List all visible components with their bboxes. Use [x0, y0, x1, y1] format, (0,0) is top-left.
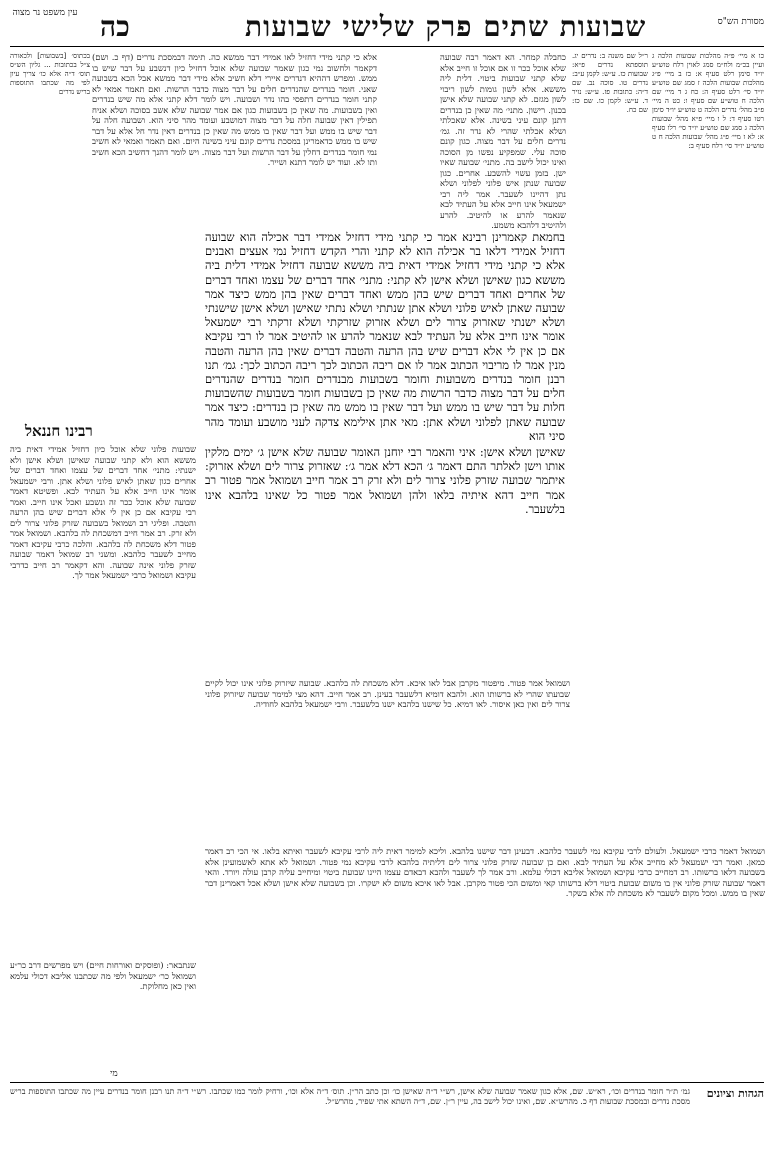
footer-label: הגהות וציונים — [706, 1087, 764, 1100]
tosafot-commentary: אלא כי קתני מידי דחזיל לאו אמידי דבר ממשא כה. תימה דבמסכת נדרים (דף כ. ושם) דקאמר ולחשוב נמי כגון שאמר שבועה שלא אוכל דחזיל כיון דנשבע על דבר שיש בו ממש. ומפרש דההיא דנדרים איירי דלא חשיב אלא מידי דבר ממשא אבל הכא בשבועה שאני. חומר בנדרים שהנדרים חלים על דבר מצוה כדבר הרשות. ואם תאמר אמאי לא קתני חומר בנדרים דתפסי בהו נדר ושבועה. ויש לומר דלא קתני אלא מה שיש בנדרים ואין בשבועות. מה שאין כן בשבועות כגון אם אמר שבועה שלא אשב בסוכה ושלא אניח תפילין דאין שבועה חלה על דבר מצוה דמושבע ועומד מהר סיני הוא. ושבועה חלה על דבר שיש בו ממש ועל דבר שאין בו ממש מה שאין כן בנדרים דאין נדר חל אלא על דבר שיש בו ממש כדאמרינן במסכת נדרים קונם עיני בשינה היום. ואם תאמר ואמאי לא חשיב נמי חומר בנדרים דחלין על דבר הרשות ועל דבר מצוה. ויש לומר דהנך דחשיב הכא חשיב ותו לא. ועוד יש לומר דתנא ושייר. — [92, 52, 377, 167]
gemara-text — [205, 230, 565, 675]
ein-mishpat-label: עין משפט נר מצוה — [12, 8, 78, 18]
page-header — [10, 6, 764, 46]
footer-rule — [10, 1082, 764, 1083]
chananel-continuation: שנתבאר: (ופוסקים ואורחות חיים) ויש מפרשים דרב כר״ע ושמואל כר׳ ישמעאל ולפי מה שכתבנו אליבא דכולי עלמא ואין כאן מחלוקת. — [10, 960, 196, 991]
rabbeinu-chananel-title: רבינו חננאל — [25, 422, 93, 440]
rashi-commentary: כחבלה קמחר. הא דאמר רבה שבועה שלא אוכל ככר זו אם אוכל זו חייב אלא שלא קתני שבועות ביטוי. דלית ליה מששא. אלא לשון גומות לשון ריבוי לשון מגזם. לא קתני שבועה שלא אישן בכנון. רישון. מתני׳ מה שאין כן בנדרים דתנן קונם עיני בשינה. אלא שאכלתי ושלא אכלתי שהרי לא נדר זה. גמ׳ נדרים חלים על דבר מצוה. כגון קונם סוכה עלי. שמפקיע נפשו מן הסוכה ואינו יכול לישב בה. מתני׳ שבועה שאיו ישן. בזמן עשוי להשבע. אחרים. כגון שבועה שנתן איש פלוני לפלוני ושלא נתן דהיינו לשעבר. אמר ליה רבי ישמעאל אינו חייב אלא על העתיד לבא שנאמר להרע או להיטיב. להרע ולהיטיב דלהבא משמע. — [440, 52, 566, 230]
gemara-paragraph-2: שאישן ושלא אישן: איני והאמר רבי יוחנן האומר שבועה שלא אישן ג׳ ימים מלקין אותו וישן לאלתר התם דאמר ג׳ הכא דלא אמר ג׳: שאזרוק צרור לים ושלא אזרוק: איתמר שבועה שזרק פלוני צרור לים ולא זרק רב אמר חייב ושמואל אמר פטור רב אמר חייב דהא איתיה בלאו ולהן ושמואל אמר פטור כל שאינו בלהבא אינו בלשעבר. — [205, 445, 565, 516]
hagahot-notes: גמ׳ ת״ר חומר בנדרים וכו׳, רא״ש. שם, אלא כגון שאמר שבועה שלא אישן, רש״י ד״ה שאישן כו׳ וכן כתב הר״ן. תוס׳ ד״ה אלא וכו׳, ורחיק לומר כמו שכתבו. רש״י ד״ה תנו רבנן חומר בנדרים עיין מה שכתבו התוספות בריש מסכת נדרים ובמסכת שבועות דף כ. מהרש״א. שם, ואינו יכול לישב בה, עיין ר״ן. שם, ד״ה השתא אתי שפיר, מהרש״ל. — [10, 1087, 690, 1106]
rashi-continuation: ושמואל אמר פטור. מיפטור מקרבן אבל לאו איכא. דלא משכחת לה בלהבא. שבועה שיזרוק פלוני אינו יכול לקיים שבועתו שהרי לא ברשותו הוא. ולהבא דומיא דלשעבר בעינן. רב אמר חייב. דהא מצי למימר שבועה שיזרוק פלוני צרור לים ואין כאן איסור. לאו דמיא. כל שישנו בלהבא ישנו בלשעבר. ורבי ישמעאל בלהבא לחודיה. — [205, 678, 570, 709]
page-title: שבועות שתים פרק שלישי שבועות — [245, 10, 647, 43]
masoret-hashas-column: ר״ל שם משנה ב: נדרים יג. תוספתא נדרים פ״א: שבועות כז. ע״ש: לקמן ע״ב: נדרים טו. סוכה נב. שם ד״ה: כתובות פז. ע״ש: נזיר ד. ע״ש: לקמן כו. שם כז: שם כח. — [572, 52, 648, 114]
catchword: מי — [110, 1069, 118, 1079]
header-rule — [10, 46, 764, 47]
left-margin-notes: בכתוס׳ [בשבועות] ולכאורה צ״ל בכתובות ... גליון הש״ס תוס׳ ד״ה אלא כו׳ צריך עיון לפי מה שכתבו התוספות בריש נדרים — [10, 52, 90, 96]
gemara-paragraph: בחמאת קאמרינן רבינא אמר כי קתני מידי דחזיל אמידי דבר אכילה הוא שבועה דחזיל אמידי דלאו בר אכילה הוא לא קתני והרי הקדש דחזיל נמי אעצים ואבנים אלא כי קתני מידי דחזיל אמידי דאית ביה מששא שבועה דחזיל אמידי דלית ביה מששא כגון שאישן ושלא אישן לא קתני: מתני׳ אחד דברים של עצמו ואחד דברים של אחרים ואחד דברים שיש בהן ממש ואחד דברים שאין בהן ממש כיצד אמר שבועה שאתן לאיש פלוני ושלא אתן שנתתי ושלא נתתי שאישן ושלא אישן שישנתי ושלא ישנתי שאזרוק צרור לים ושלא אזרוק שזרקתי ושלא זרקתי רבי ישמעאל אומר אינו חייב אלא על העתיד לבא שנאמר להרע או להיטיב אמר לו רבי עקיבא אם כן אין לי אלא דברים שיש בהן הרעה והטבה דברים שאין בהן הרעה והטבה מנין אמר לו מריבוי הכתוב אמר לו אם ריבה הכתוב לכך ריבה הכתוב לכך: גמ׳ תנו רבנן חומר בנדרים משבועות וחומר בשבועות מבנדרים חומר בנדרים שהנדרים חלים על דבר מצוה כדבר הרשות מה שאין כן בשבועות חומר בשבועות שהשבועות חלות על דבר שיש בו ממש ועל דבר שאין בו ממש מה שאין כן בנדרים: כיצד אמר שבועה שאתן לפלוני ושלא אתן: מאי אתן אילימא צדקה לעני מושבע ועומד מהר סיני הוא — [205, 230, 565, 443]
tosafot-continuation: ושמואל דאמר כרבי ישמעאל. ולעולם לרבי עקיבא נמי לשעבר כלהבא. דבעינן דבר שישנו בלהבא. וליכא למימר דאית ליה לרבי עקיבא לשעבר ואיתא בלאו. אי הכי רב דאמר כמאן. ואמר רבי ישמעאל לא מחייב אלא על העתיד לבא. ואם כן שבועה שזרק פלוני צרור לים דליתיה בלהבא לרבי עקיבא נמי פטור. ושמואל לא אתא לאשמועינן אלא בשבועה דלאו ברשותו. רב דמחייב כרבי עקיבא ושמואל אליבא דכולי עלמא. ורב אמר לך לשעבר ולהבא דבאדם עצמו היינו שבועת ביטוי ומיחייב עליה קרבן עולה ויורד. והאי דאמר שבועה שזרק פלוני אין בו משום שבועת ביטוי דלא ברשותו קאי ומשום הכי פטור מקרבן. אבל לאו איכא משום לא ישקרו. וכן בשבועה שלא אישן ושלא אכל דאמרינן דבר שאין בו ממש. ומכל מקום לשעבר לא משכחת לה אלא בשקר. — [205, 846, 765, 898]
rabbeinu-chananel-text: שבועות פלוני שלא אוכל כיון דחזיל אמידי דאית ביה מששא הוא ולא קתני שבועה שאישן ושלא אישן ולא ישנתי: מתני׳ אחד דברים של עצמו ואחד דברים של אחרים כגון שאתן לאיש פלוני ושלא אתן. ורבי ישמעאל אומר אינו חייב אלא על העתיד לבא. ופשיטא דאמר שבועה שלא אוכל ככר זה ונשבע ואכל אינו חייב. ואמר רבי עקיבא אם כן אין לי אלא דברים שיש בהן הרעה והטבה. ופליגי רב ושמואל בשבועה שזרק פלוני צרור לים ולא זרק. רב אמר חייב דמשכחת לה בלהבא. ושמואל אמר פטור דלא משכחת לה בלהבא. והלכה כרבי עקיבא דאמר מחייב לשעבר כלהבא. ומשני רב שמואל דאמר שבועה שזרק פלוני אינה שבועה. והא דקאמר רב חייב כדרבי עקיבא ושמואל כרבי ישמעאל אמר לך. — [10, 444, 196, 580]
ein-mishpat-column: כו א מיי׳ פ״ה מהלכות שבועות הלכה ג ועיין בכ״מ ולח״מ סמג לאוין רלח טוש״ע יו״ד סימן רלט סעיף א: כז ב מיי׳ פ״ג מהלכות שבועות הלכה ז סמג שם טוש״ע יו״ד סי׳ רלט סעיף ה: כח ג ד מיי׳ שם הלכה ח טוש״ע שם סעיף ו: כט ה מיי׳ פ״ב מהל׳ נדרים הלכה ט טוש״ע יו״ד סימן רטו סעיף ד: ל ו מיי׳ פ״א מהל׳ שבועות הלכה ג סמג שם טוש״ע יו״ד סי׳ רלו סעיף א: לא ז מיי׳ פ״ג מהל׳ שבועות הלכה ח ט טוש״ע יו״ד סי׳ רלח סעיף ב: — [652, 52, 764, 150]
masoret-label: מסורת הש"ס — [717, 17, 764, 27]
page-number: כה — [100, 10, 130, 43]
